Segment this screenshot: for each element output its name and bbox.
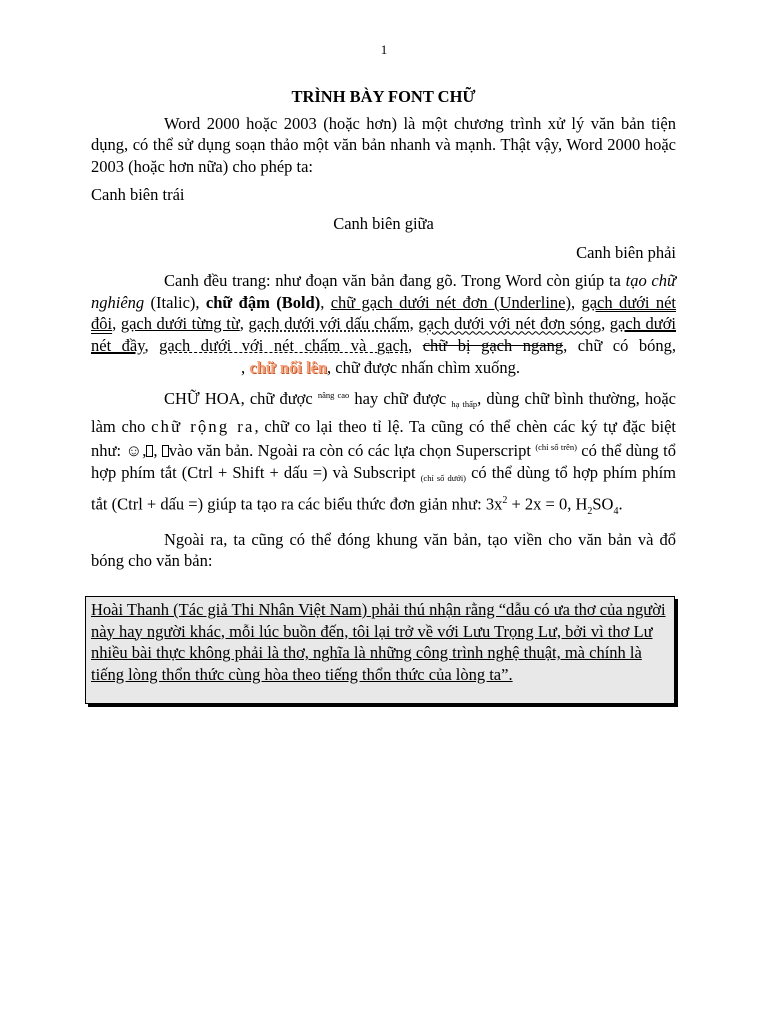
separator: , [239,314,249,334]
superscript-note: (chỉ số trên) [535,442,577,453]
shadow-sample-label: , chữ có bóng, [563,335,676,355]
italic-note: (Italic), [144,292,206,312]
quote-text: Hoài Thanh (Tác giả Thi Nhân Việt Nam) phải thú nhận rằng “dẫu có ưa thơ của người này hay người khác, mỗi lúc buồn đến, tôi lại trở về với Lưu Trọng Lư, bởi vì thơ Lư nhiều bài thực không phải là thơ, nghĩa là những công trình nghệ thuật, mà chính là tiếng lòng thổn thức cùng hòa theo tiếng thổn thức của lòng ta”. [91,600,666,684]
lowered-sample: hạ thấp [451,399,478,410]
caps-text: , [153,441,162,461]
caps-text: có thể dùng tổ hợp phím phím tắt (Ctrl + dấu =) giúp ta tạo ra các biểu thức đơn giản như: 3x [91,462,676,513]
caps-text: CHỮ HOA, chữ được [164,389,318,409]
caps-text: có thể dùng tổ hợp phím tắt (Ctrl + Shift + dấu =) và Subscript [91,441,677,482]
emboss-sample: chữ nổi lên [249,357,327,377]
separator: , [112,314,121,334]
align-left-line: Canh biên trái [91,185,185,205]
separator: , [408,335,423,355]
exponent: 2 [502,494,508,506]
strikethrough-sample: chữ bị gạch ngang [422,335,564,355]
double-underline-sample: gạch dưới nét đôi [91,292,677,334]
caps-text: SO [592,494,614,513]
bold-sample: chữ đậm (Bold) [205,292,321,312]
dotted-underline-sample: gạch dưới với dấu chấm [248,314,410,334]
expanded-sample: chữ rộng ra [151,416,255,436]
intro-paragraph: Word 2000 hoặc 2003 (hoặc hơn) là một chương trình xử lý văn bản tiện dụng, có thể sử dụng soạn thảo một văn bản nhanh và mạnh. Thật vậy, Word 2000 hoặc 2003 (hoặc hơn nữa) cho phép ta: [91,113,676,176]
align-center-line: Canh biên giữa [333,213,434,233]
separator: , [144,335,160,355]
missing-glyph-icon [162,445,169,457]
document-body [91,86,676,572]
format-lead: Canh đều trang: như đoạn văn bản đang gõ. Trong Word còn giúp ta [164,271,626,291]
thick-underline-sample: gạch dưới nét đầy [91,314,677,355]
caps-text: hay chữ được [349,389,452,409]
subscript-4: 4 [613,505,619,517]
italic-sample: tạo chữ nghiêng [91,271,676,312]
wavy-underline-sample: gạch dưới với nét đơn sóng [418,314,602,334]
border-intro-paragraph: Ngoài ra, ta cũng có thể đóng khung văn bản, tạo viền cho văn bản và đổ bóng cho văn bản: [91,529,676,571]
separator: , [601,314,610,334]
document-title: TRÌNH BÀY FONT CHỮ [291,87,476,106]
separator: , [409,314,419,334]
separator: , [320,292,331,312]
engrave-sample-label: , chữ được nhấn chìm xuống. [327,357,520,377]
caps-text: , dùng chữ bình thường, hoặc làm cho [91,389,676,436]
separator: , [571,292,582,312]
caps-text: . [618,494,623,513]
subscript-2: 2 [587,505,593,517]
format-paragraph: Canh đều trang: như đoạn văn bản đang gõ. Trong Word còn giúp ta tạo chữ nghiêng (Italic), chữ đậm (Bold), chữ gạch dưới nét đơn (Underline), gạch dưới nét đôi, gạch dưới từng từ, gạch dưới với dấu chấm, gạch dưới với nét đơn sóng, gạch dưới nét đầy, gạch dưới với nét chấm và gạch, chữ bị gạch ngang, chữ có bóng, , chữ nổi lên, chữ được nhấn chìm xuống. [91,271,677,377]
caps-paragraph [91,385,676,522]
raised-sample: nâng cao [317,390,350,401]
bordered-quote-box [85,596,675,704]
page-number: 1 [380,42,388,57]
dotdash-underline-sample: gạch dưới với nét chấm và gạch [159,335,409,355]
align-right-line: Canh biên phải [576,242,676,262]
caps-text: + 2x = 0, H [507,494,588,513]
underline-sample: chữ gạch dưới nét đơn (Underline) [330,292,571,312]
caps-text: vào văn bản. Ngoài ra còn có các lựa chọn Superscript [168,441,536,461]
word-underline-sample: gạch dưới từng từ [120,314,240,334]
subscript-note: (chỉ số dưới) [420,472,467,483]
caps-text: , chữ co lại theo tỉ lệ. Ta cũng có thể chèn các ký tự đặc biệt như: ☺, [91,416,676,461]
